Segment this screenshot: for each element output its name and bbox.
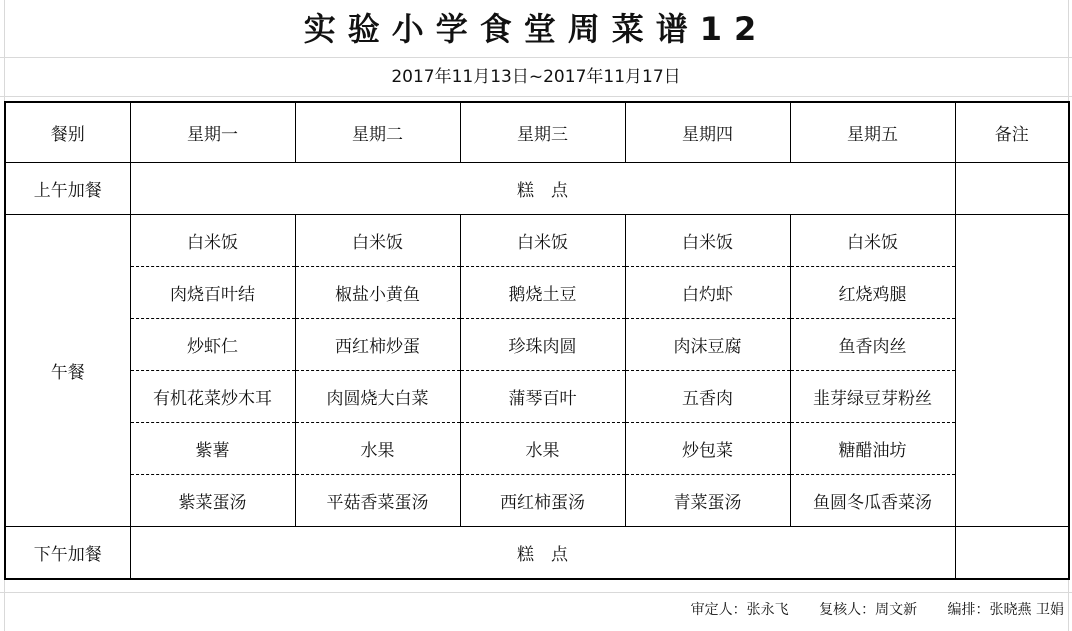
lunch-cell[interactable]: 水果 (295, 423, 460, 475)
lunch-cell[interactable]: 炒包菜 (625, 423, 790, 475)
lunch-cell[interactable]: 青菜蛋汤 (625, 475, 790, 527)
lunch-cell[interactable]: 白灼虾 (625, 267, 790, 319)
reviewer-text: 复核人：周文新 (819, 602, 918, 618)
notes-cell[interactable] (955, 527, 1069, 580)
notes-cell[interactable] (955, 163, 1069, 215)
lunch-cell[interactable]: 白米饭 (790, 215, 955, 267)
header-cell-meal[interactable]: 餐别 (5, 102, 130, 163)
lunch-cell[interactable]: 白米饭 (460, 215, 625, 267)
lunch-cell[interactable]: 白米饭 (130, 215, 295, 267)
approver-text: 审定人：张永飞 (690, 602, 789, 618)
lunch-cell[interactable]: 西红柿炒蛋 (295, 319, 460, 371)
editor-text: 编排：张晓燕 卫娟 (947, 602, 1064, 618)
afternoon-snack-row (5, 527, 1069, 580)
lunch-cell[interactable]: 韭芽绿豆芽粉丝 (790, 371, 955, 423)
header-row (5, 102, 1069, 163)
lunch-cell[interactable]: 白米饭 (625, 215, 790, 267)
lunch-cell[interactable]: 鱼圆冬瓜香菜汤 (790, 475, 955, 527)
lunch-cell[interactable]: 白米饭 (295, 215, 460, 267)
sheet-gridline (0, 57, 1072, 58)
lunch-cell[interactable]: 红烧鸡腿 (790, 267, 955, 319)
lunch-cell[interactable]: 肉圆烧大白菜 (295, 371, 460, 423)
notes-cell[interactable] (955, 215, 1069, 527)
header-cell-friday[interactable]: 星期五 (790, 102, 955, 163)
lunch-cell[interactable]: 糖醋油坊 (790, 423, 955, 475)
lunch-cell[interactable]: 鱼香肉丝 (790, 319, 955, 371)
lunch-cell[interactable]: 肉沫豆腐 (625, 319, 790, 371)
lunch-label[interactable]: 午餐 (5, 215, 130, 527)
lunch-row (5, 215, 1069, 267)
lunch-cell[interactable]: 紫菜蛋汤 (130, 475, 295, 527)
header-cell-wednesday[interactable]: 星期三 (460, 102, 625, 163)
header-cell-tuesday[interactable]: 星期二 (295, 102, 460, 163)
morning-snack-row (5, 163, 1069, 215)
lunch-cell[interactable]: 肉烧百叶结 (130, 267, 295, 319)
afternoon-snack-content[interactable]: 糕 点 (130, 527, 955, 580)
sheet-gridline (0, 592, 1072, 593)
lunch-row (5, 267, 1069, 319)
lunch-row (5, 319, 1069, 371)
sheet-gridline (0, 96, 1072, 97)
header-cell-notes[interactable]: 备注 (955, 102, 1069, 163)
morning-snack-label[interactable]: 上午加餐 (5, 163, 130, 215)
lunch-cell[interactable]: 炒虾仁 (130, 319, 295, 371)
lunch-cell[interactable]: 平菇香菜蛋汤 (295, 475, 460, 527)
lunch-cell[interactable]: 水果 (460, 423, 625, 475)
afternoon-snack-label[interactable]: 下午加餐 (5, 527, 130, 580)
morning-snack-content[interactable]: 糕 点 (130, 163, 955, 215)
lunch-cell[interactable]: 椒盐小黄鱼 (295, 267, 460, 319)
lunch-row (5, 475, 1069, 527)
header-cell-monday[interactable]: 星期一 (130, 102, 295, 163)
header-cell-thursday[interactable]: 星期四 (625, 102, 790, 163)
lunch-cell[interactable]: 鹅烧土豆 (460, 267, 625, 319)
lunch-cell[interactable]: 西红柿蛋汤 (460, 475, 625, 527)
lunch-cell[interactable]: 蒲琴百叶 (460, 371, 625, 423)
date-range: 2017年11月13日~2017年11月17日 (391, 67, 681, 87)
lunch-cell[interactable]: 有机花菜炒木耳 (130, 371, 295, 423)
lunch-row (5, 423, 1069, 475)
lunch-cell[interactable]: 紫薯 (130, 423, 295, 475)
lunch-cell[interactable]: 五香肉 (625, 371, 790, 423)
page-title: 实验小学食堂周菜谱12 (303, 10, 769, 48)
lunch-cell[interactable]: 珍珠肉圆 (460, 319, 625, 371)
lunch-row (5, 371, 1069, 423)
signature-footer (665, 598, 1064, 622)
menu-table (4, 101, 1070, 580)
